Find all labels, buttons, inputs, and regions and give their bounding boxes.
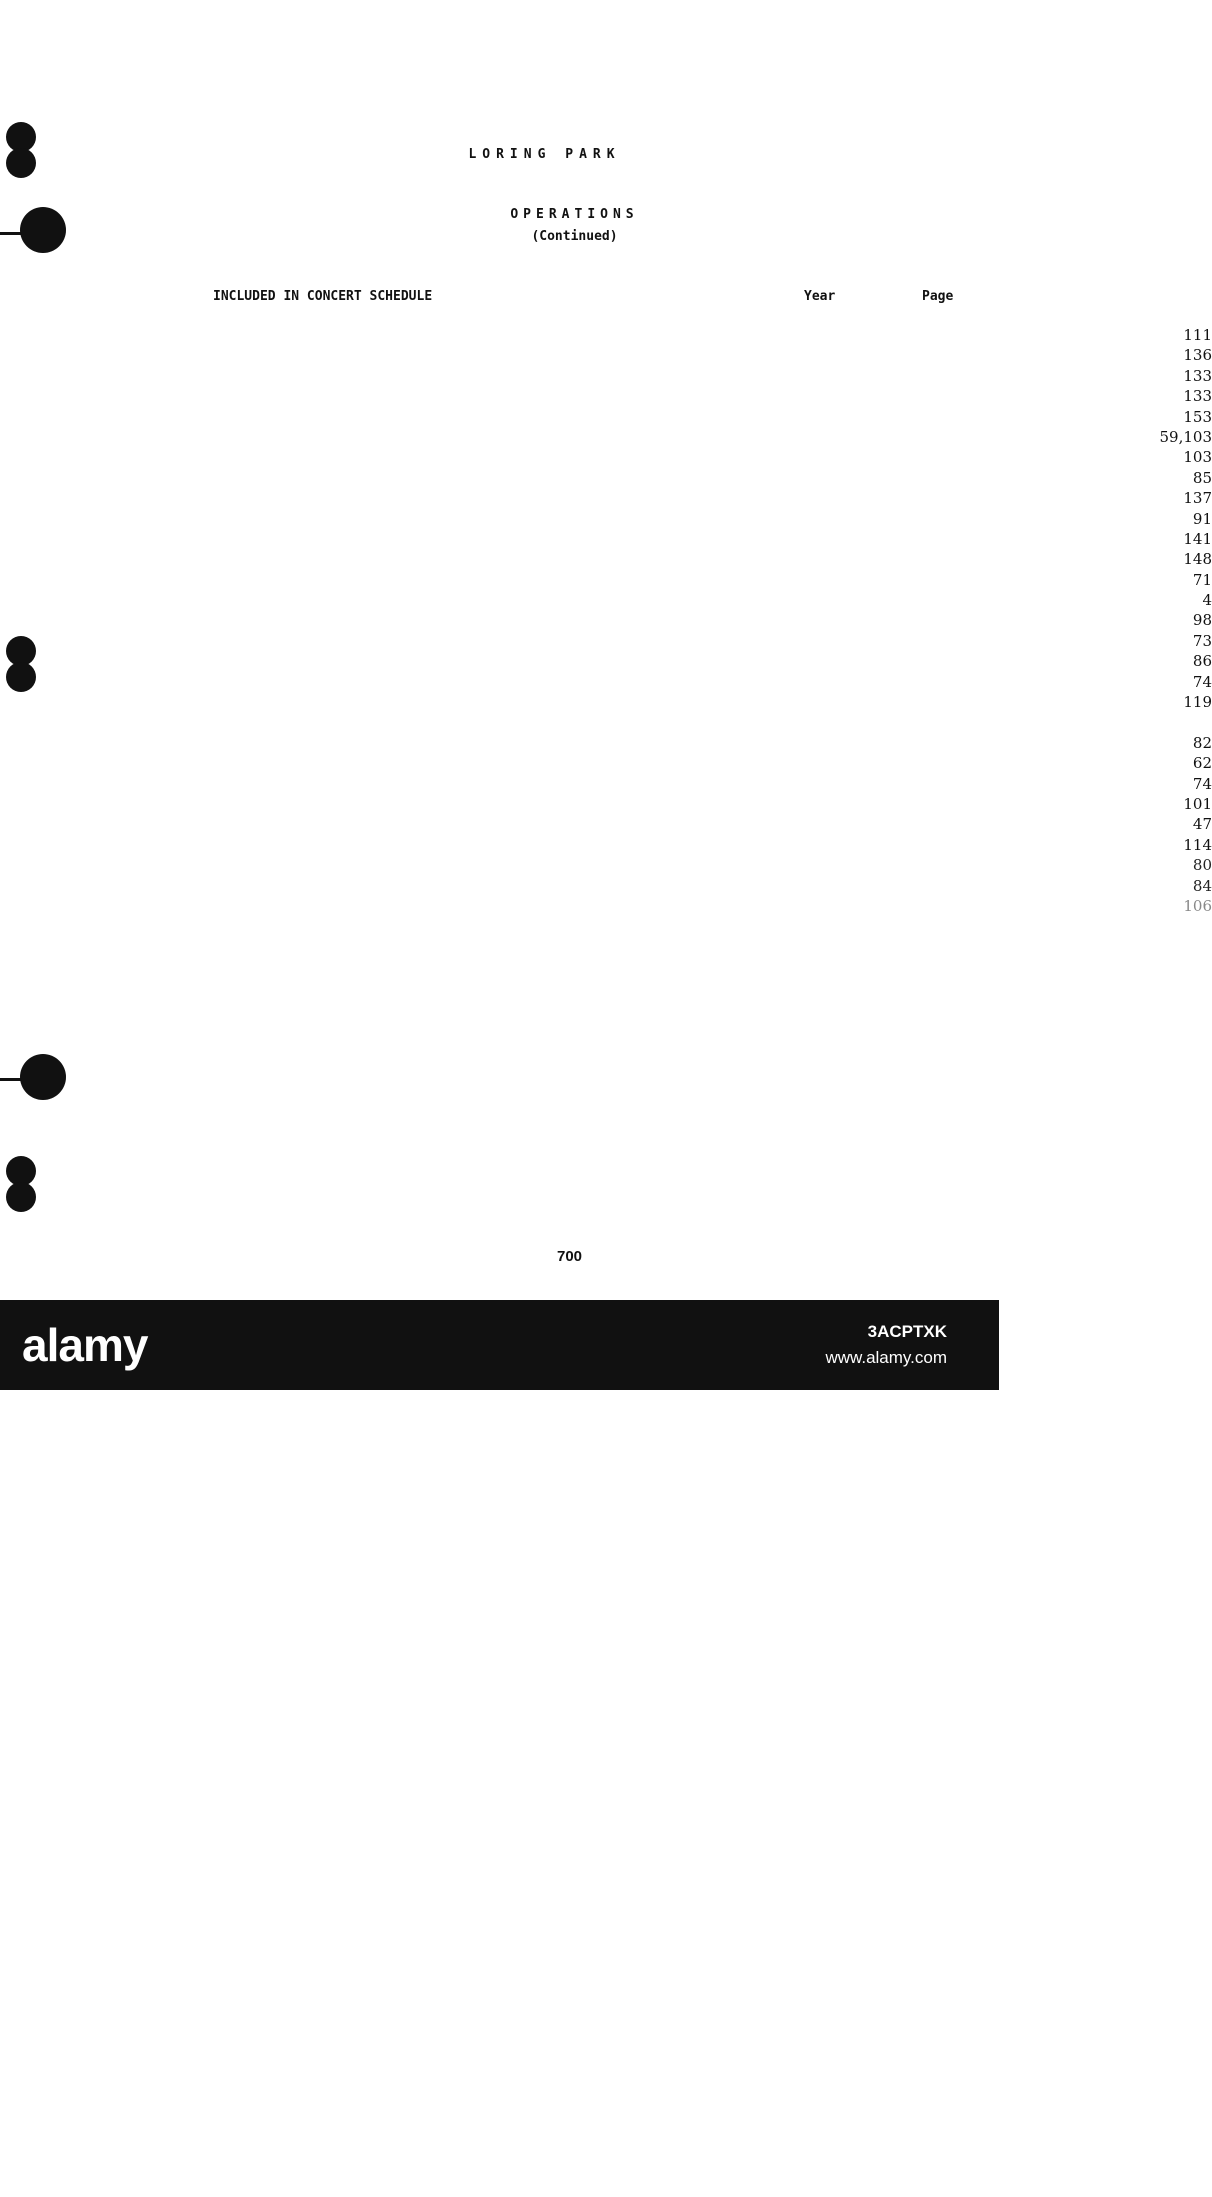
index-entry-row: [213, 366, 1212, 387]
entry-page: 59,103: [213, 428, 1212, 1728]
entry-page: 103: [213, 448, 1212, 1748]
index-entry-row: [213, 774, 1212, 795]
index-entry-row: [213, 672, 1212, 693]
entry-page: 141: [213, 530, 1212, 1830]
entry-page: 85: [213, 469, 1212, 1769]
index-entry-row: [213, 713, 973, 733]
entry-page: 80: [213, 856, 1212, 2156]
index-entry-row: [213, 815, 1212, 835]
entry-page: 137: [213, 489, 1212, 1789]
index-entry-row: [213, 835, 1212, 856]
entry-page: 148: [213, 550, 1212, 1850]
footer-url: www.alamy.com: [825, 1348, 947, 1367]
entry-page: 101: [213, 795, 1212, 2095]
entry-page: 73: [213, 632, 1212, 1932]
binder-hole-bottom-large: [20, 1054, 66, 1100]
entry-page: 47: [213, 815, 1212, 2115]
index-entry-row: [213, 407, 1212, 428]
entry-page: 82: [213, 734, 1212, 2034]
image-code: 3ACPTXK: [867, 1322, 947, 1341]
binder-hole-mid-lower: [6, 662, 36, 692]
index-entry-row: [213, 611, 1212, 631]
document-subtitle-note: (Continued): [531, 229, 618, 244]
binder-hole-bottom-lower: [6, 1182, 36, 1212]
entry-page: 4: [213, 591, 1212, 1891]
section-heading: INCLUDED IN CONCERT SCHEDULE: [213, 289, 433, 304]
document-subtitle: OPERATIONS: [510, 207, 639, 222]
index-entry-row: [213, 794, 1212, 815]
column-header-page: Page: [922, 289, 954, 304]
column-header-year: Year: [804, 289, 836, 304]
index-entry-row: [213, 652, 1212, 672]
index-entries: [213, 326, 1212, 917]
index-entry-row: [213, 733, 1212, 754]
entry-page: 133: [213, 387, 1212, 1687]
entry-page: 84: [213, 877, 1212, 2177]
entry-page: 133: [213, 367, 1212, 1667]
index-entry-row: [213, 754, 1212, 774]
alamy-logo: alamy: [22, 1319, 148, 1371]
index-entry-row: [213, 693, 1212, 713]
index-entry-row: [213, 326, 1212, 346]
entry-page: 106: [213, 897, 1212, 2197]
entry-page: 86: [213, 652, 1212, 1952]
entry-page: 136: [213, 346, 1212, 1646]
entry-page: 98: [213, 611, 1212, 1911]
index-entry-row: [213, 448, 1212, 468]
index-entry-row: [213, 387, 1212, 407]
entry-page: 74: [213, 775, 1212, 2075]
index-entry-row: [213, 509, 1212, 530]
entry-page: 114: [213, 836, 1212, 2136]
index-entry-row: [213, 427, 1212, 448]
entry-page: 119: [213, 693, 1212, 1993]
entry-page: 111: [213, 326, 1212, 1626]
entry-page: 62: [213, 754, 1212, 2054]
page-number: 700: [556, 1248, 583, 1265]
index-entry-row: [213, 529, 1212, 550]
index-entry-row: [213, 876, 1212, 897]
document-title: LORING PARK: [468, 147, 621, 162]
entry-page: 71: [213, 571, 1212, 1871]
index-entry-row: [213, 856, 1212, 876]
index-entry-row: [213, 570, 1212, 591]
index-entry-row: [213, 631, 1212, 652]
index-entry-row: [213, 591, 1212, 611]
index-entry-row: [213, 468, 1212, 489]
watermark-footer: [0, 1300, 999, 1390]
index-entry-row: [213, 896, 1212, 917]
index-entry-row: [213, 346, 1212, 366]
index-entry-row: [213, 550, 1212, 570]
entry-page: 153: [213, 408, 1212, 1708]
index-entry-row: [213, 489, 1212, 509]
entry-page: 74: [213, 673, 1212, 1973]
entry-page: 91: [213, 510, 1212, 1810]
